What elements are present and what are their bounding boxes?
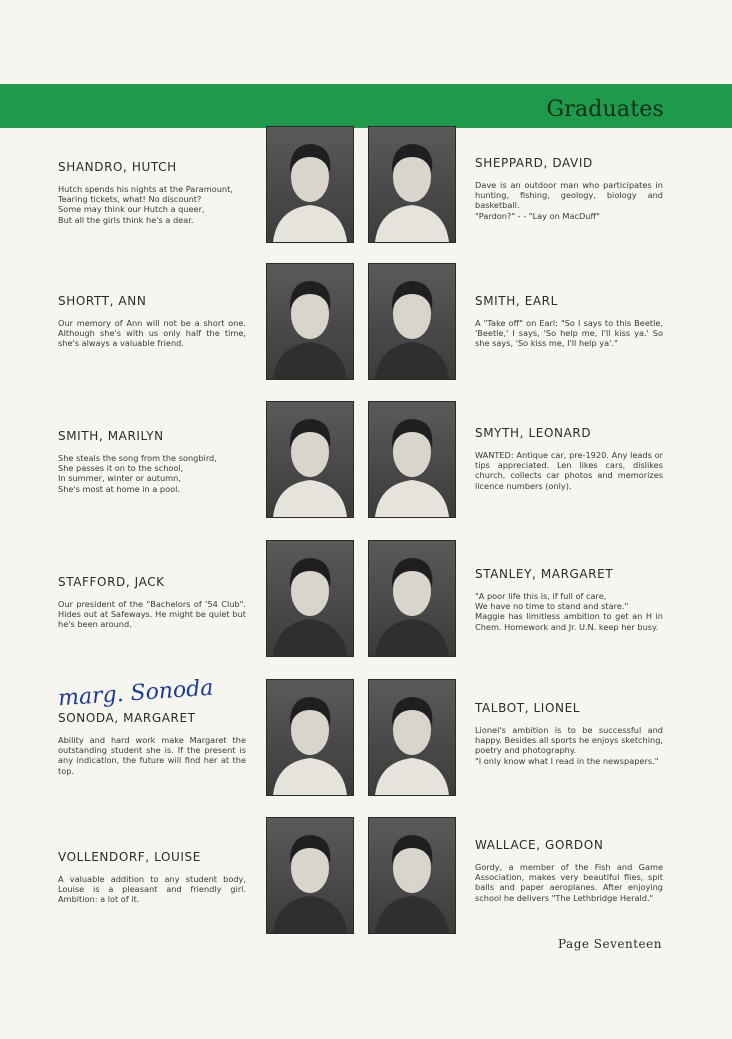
portrait-photo bbox=[369, 264, 455, 379]
graduate-name: WALLACE, GORDON bbox=[475, 838, 604, 852]
graduate-name: SMITH, MARILYN bbox=[58, 429, 164, 443]
graduate-blurb: A valuable addition to any student body, Louise is a pleasant and friendly girl. Ambition: a lot of it. bbox=[58, 874, 246, 905]
portrait-shoulders bbox=[273, 619, 347, 656]
graduate-name: SONODA, MARGARET bbox=[58, 711, 196, 725]
portrait-photo bbox=[267, 264, 353, 379]
page-title: Graduates bbox=[546, 97, 664, 122]
graduate-entry bbox=[58, 850, 246, 905]
graduate-entry bbox=[58, 711, 246, 776]
graduate-name: VOLLENDORF, LOUISE bbox=[58, 850, 201, 864]
portrait-photo bbox=[267, 818, 353, 933]
portrait-silhouette bbox=[369, 818, 455, 933]
portrait-photo bbox=[369, 127, 455, 242]
graduate-name: SMYTH, LEONARD bbox=[475, 426, 592, 440]
portrait-shoulders bbox=[375, 619, 449, 656]
graduate-blurb: Gordy, a member of the Fish and Game Association, makes very beautiful flies, spit balls and paper aeroplanes. After enjoying school he delivers "The Lethbridge Herald." bbox=[475, 862, 663, 903]
portrait-photo bbox=[267, 541, 353, 656]
portrait-shoulders bbox=[273, 896, 347, 933]
portrait-shoulders bbox=[375, 342, 449, 379]
graduate-name: SHEPPARD, DAVID bbox=[475, 156, 593, 170]
graduate-name: TALBOT, LIONEL bbox=[475, 701, 581, 715]
portrait-photo bbox=[267, 402, 353, 517]
graduate-entry bbox=[475, 838, 663, 903]
portrait-photo bbox=[369, 541, 455, 656]
portrait-shoulders bbox=[375, 896, 449, 933]
portrait-silhouette bbox=[369, 127, 455, 242]
graduate-entry bbox=[475, 294, 663, 349]
graduate-blurb: "A poor life this is, if full of care, We have no time to stand and stare." Maggie has limitless ambition to get an H in Chem. Homework and Jr. U.N. keep her busy. bbox=[475, 591, 663, 632]
portrait-shoulders bbox=[375, 758, 449, 795]
graduate-entry bbox=[58, 429, 246, 494]
portrait-silhouette bbox=[267, 818, 353, 933]
graduate-name: SHORTT, ANN bbox=[58, 294, 147, 308]
handwritten-signature: marg. Sonoda bbox=[57, 675, 215, 712]
graduate-entry bbox=[475, 156, 663, 221]
portrait-photo bbox=[267, 680, 353, 795]
portrait-shoulders bbox=[375, 205, 449, 242]
graduate-blurb: Ability and hard work make Margaret the outstanding student she is. If the present is any indication, the future will find her at the top. bbox=[58, 735, 246, 776]
graduate-blurb: Our memory of Ann will not be a short one. Although she's with us only half the time, she's always a valuable friend. bbox=[58, 318, 246, 349]
graduate-name: SMITH, EARL bbox=[475, 294, 558, 308]
portrait-silhouette bbox=[267, 264, 353, 379]
portrait-shoulders bbox=[273, 480, 347, 517]
graduate-entry bbox=[475, 426, 663, 491]
portrait-photo bbox=[369, 818, 455, 933]
portrait-silhouette bbox=[369, 541, 455, 656]
portrait-photo bbox=[267, 127, 353, 242]
graduate-blurb: She steals the song from the songbird, She passes it on to the school, In summer, winter or autumn, She's most at home in a pool. bbox=[58, 453, 217, 494]
page-number: Page Seventeen bbox=[558, 937, 662, 951]
portrait-shoulders bbox=[273, 342, 347, 379]
portrait-silhouette bbox=[267, 680, 353, 795]
portrait-silhouette bbox=[267, 127, 353, 242]
graduate-blurb: Dave is an outdoor man who participates in hunting, fishing, geology, biology and basketball. "Pardon?" - - "Lay on MacDuff" bbox=[475, 180, 663, 221]
graduate-blurb: Our president of the "Bachelors of '54 Club". Hides out at Safeways. He might be quiet but he's been around. bbox=[58, 599, 246, 630]
portrait-shoulders bbox=[375, 480, 449, 517]
graduate-entry bbox=[58, 294, 246, 349]
graduate-blurb: A "Take off" on Earl: "So I says to this Beetle, 'Beetle,' I says, 'So help me, I'll kiss ya.' So she says, 'So kiss me, I'll help ya'." bbox=[475, 318, 663, 349]
portrait-shoulders bbox=[273, 758, 347, 795]
portrait-silhouette bbox=[369, 402, 455, 517]
graduate-name: STANLEY, MARGARET bbox=[475, 567, 614, 581]
graduate-blurb: Hutch spends his nights at the Paramount, Tearing tickets, what! No discount? Some may think our Hutch a queer, But all the girls think he's a dear. bbox=[58, 184, 233, 225]
portrait-silhouette bbox=[369, 680, 455, 795]
graduate-entry bbox=[58, 160, 246, 225]
portrait-silhouette bbox=[267, 541, 353, 656]
graduate-entry bbox=[58, 575, 246, 630]
portrait-photo bbox=[369, 680, 455, 795]
portrait-photo bbox=[369, 402, 455, 517]
graduate-name: STAFFORD, JACK bbox=[58, 575, 165, 589]
graduate-blurb: WANTED: Antique car, pre-1920. Any leads or tips appreciated. Len likes cars, dislikes church, collects car photos and memorizes licence numbers (only). bbox=[475, 450, 663, 491]
portrait-silhouette bbox=[369, 264, 455, 379]
portrait-shoulders bbox=[273, 205, 347, 242]
portrait-silhouette bbox=[267, 402, 353, 517]
graduate-blurb: Lionel's ambition is to be successful and happy. Besides all sports he enjoys sketching, poetry and photography. "I only know what I read in the newspapers." bbox=[475, 725, 663, 766]
graduate-name: SHANDRO, HUTCH bbox=[58, 160, 177, 174]
graduate-entry bbox=[475, 567, 663, 632]
graduate-entry bbox=[475, 701, 663, 766]
